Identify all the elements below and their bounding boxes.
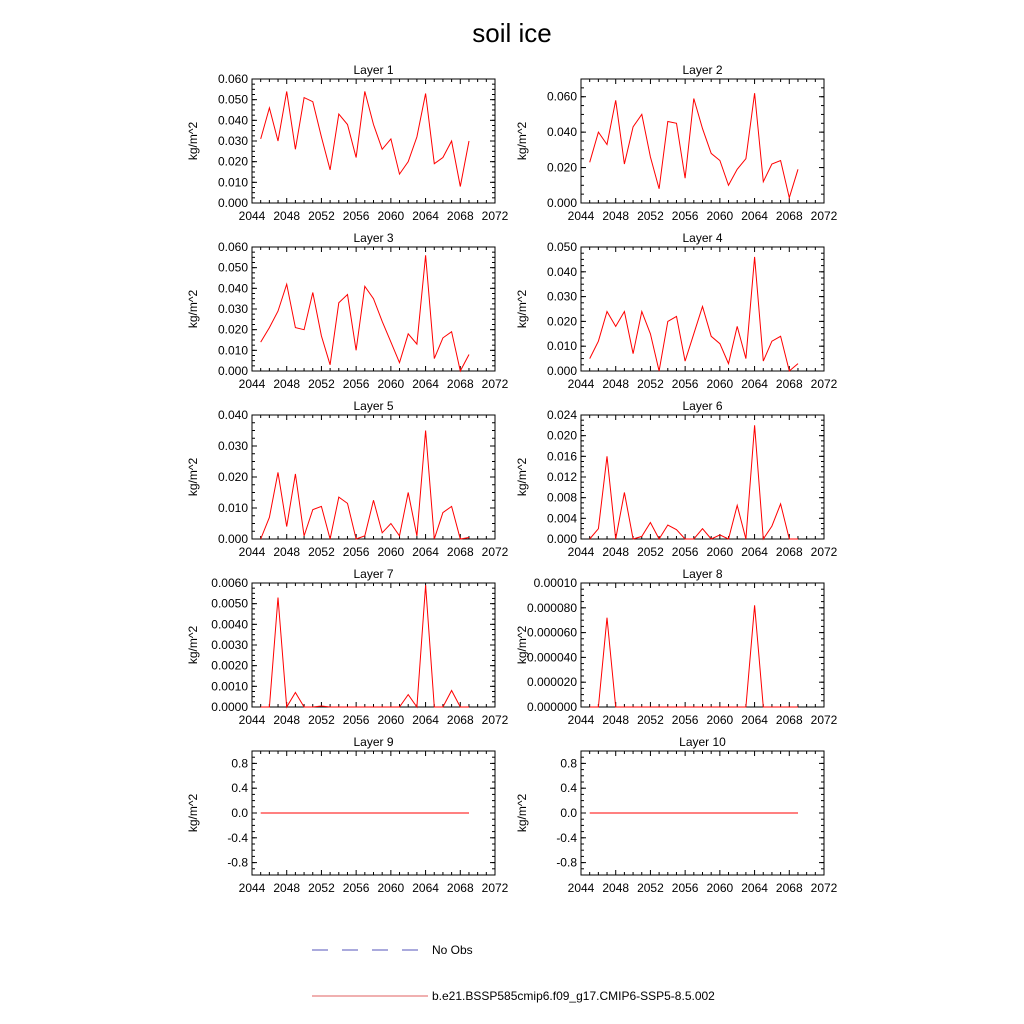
y-tick-label-5-3: 0.030: [217, 439, 248, 453]
y-tick-label-5-1: 0.010: [217, 501, 248, 515]
plot-frame-3: [252, 247, 495, 371]
y-tick-label-10-2: 0.0: [560, 806, 577, 820]
y-tick-label-6-2: 0.008: [546, 490, 577, 505]
y-tick-label-1-3: 0.030: [217, 134, 248, 148]
y-tick-label-6-1: 0.004: [546, 511, 577, 526]
x-tick-label-9-1: 2048: [273, 881, 301, 895]
y-tick-label-1-2: 0.020: [217, 154, 248, 169]
y-tick-label-3-3: 0.030: [217, 302, 248, 316]
y-tick-label-10-1: -0.4: [556, 830, 577, 845]
y-tick-label-3-5: 0.050: [217, 260, 248, 275]
y-axis-label-6: kg/m^2: [515, 457, 529, 497]
x-tick-label-4-2: 2052: [637, 377, 664, 391]
y-tick-label-6-0: 0.000: [546, 532, 577, 546]
y-tick-label-3-6: 0.060: [217, 240, 248, 254]
y-axis-label-5: kg/m^2: [186, 457, 200, 497]
panel-layer-5: [186, 399, 509, 559]
x-tick-label-8-1: 2048: [602, 713, 630, 727]
x-tick-label-8-5: 2064: [741, 713, 768, 727]
panel-title-7: Layer 7: [353, 567, 394, 581]
plot-frame-7: [252, 583, 495, 707]
x-tick-label-8-4: 2060: [706, 713, 734, 727]
x-tick-label-6-7: 2072: [810, 545, 838, 559]
x-tick-label-9-0: 2044: [238, 881, 266, 895]
y-tick-label-2-3: 0.060: [546, 89, 577, 104]
panel-title-9: Layer 9: [353, 735, 394, 749]
x-tick-label-8-0: 2044: [567, 713, 595, 727]
y-tick-label-4-2: 0.020: [546, 314, 577, 329]
y-tick-label-4-4: 0.040: [546, 264, 577, 279]
panel-title-2: Layer 2: [682, 63, 723, 77]
x-tick-label-2-0: 2044: [567, 209, 595, 223]
x-tick-label-8-2: 2052: [637, 713, 664, 727]
x-tick-label-1-5: 2064: [412, 209, 439, 223]
y-tick-label-9-1: -0.4: [227, 830, 248, 845]
x-tick-label-2-4: 2060: [706, 209, 734, 223]
y-tick-label-10-3: 0.4: [560, 781, 577, 796]
y-axis-label-7: kg/m^2: [186, 625, 200, 665]
y-tick-label-6-6: 0.024: [546, 408, 577, 422]
y-axis-label-8: kg/m^2: [515, 625, 529, 665]
x-tick-label-10-7: 2072: [810, 881, 838, 895]
x-tick-label-1-2: 2052: [308, 209, 335, 223]
panel-grid: [186, 63, 838, 895]
y-tick-label-8-0: 0.000000: [526, 700, 577, 714]
y-tick-label-1-0: 0.000: [217, 196, 248, 210]
y-tick-label-10-0: -0.8: [556, 855, 577, 870]
y-axis-label-2: kg/m^2: [515, 121, 529, 161]
y-tick-label-7-6: 0.0060: [211, 576, 248, 590]
x-tick-label-5-6: 2068: [446, 545, 474, 559]
x-tick-label-10-0: 2044: [567, 881, 595, 895]
x-tick-label-10-6: 2068: [775, 881, 803, 895]
y-tick-label-9-2: 0.0: [231, 806, 248, 820]
y-tick-label-2-0: 0.000: [546, 196, 577, 210]
x-tick-label-2-6: 2068: [775, 209, 803, 223]
panel-layer-1: [186, 63, 509, 223]
x-tick-label-1-3: 2056: [342, 209, 370, 223]
x-tick-label-5-7: 2072: [481, 545, 509, 559]
y-tick-label-3-1: 0.010: [217, 343, 248, 358]
x-tick-label-9-5: 2064: [412, 881, 439, 895]
panel-layer-4: [515, 231, 838, 391]
x-tick-label-1-6: 2068: [446, 209, 474, 223]
y-tick-label-1-6: 0.060: [217, 72, 248, 86]
y-tick-label-7-4: 0.0040: [211, 617, 248, 632]
x-tick-label-3-7: 2072: [481, 377, 509, 391]
x-tick-label-9-2: 2052: [308, 881, 335, 895]
y-tick-label-8-2: 0.000040: [526, 650, 577, 665]
y-tick-label-1-4: 0.040: [217, 113, 248, 128]
x-tick-label-4-5: 2064: [741, 377, 768, 391]
y-tick-label-2-2: 0.040: [546, 125, 577, 140]
y-tick-label-6-3: 0.012: [546, 470, 577, 484]
x-tick-label-10-4: 2060: [706, 881, 734, 895]
plot-frame-4: [581, 247, 824, 371]
x-tick-label-6-3: 2056: [671, 545, 699, 559]
panel-title-4: Layer 4: [682, 231, 723, 245]
series-line-8-0: [590, 605, 798, 707]
y-tick-label-4-0: 0.000: [546, 364, 577, 378]
x-tick-label-7-0: 2044: [238, 713, 266, 727]
x-tick-label-4-7: 2072: [810, 377, 838, 391]
x-tick-label-4-4: 2060: [706, 377, 734, 391]
series-line-2-0: [590, 93, 798, 198]
y-tick-label-7-0: 0.0000: [211, 700, 248, 714]
x-tick-label-1-0: 2044: [238, 209, 266, 223]
x-tick-label-7-6: 2068: [446, 713, 474, 727]
y-tick-label-9-3: 0.4: [231, 781, 248, 796]
panel-title-8: Layer 8: [682, 567, 723, 581]
x-tick-label-6-6: 2068: [775, 545, 803, 559]
series-line-4-0: [590, 257, 798, 371]
y-tick-label-3-0: 0.000: [217, 364, 248, 378]
x-tick-label-4-0: 2044: [567, 377, 595, 391]
y-tick-label-9-0: -0.8: [227, 855, 248, 870]
legend-label-no-obs: No Obs: [432, 943, 473, 957]
y-axis-label-10: kg/m^2: [515, 793, 529, 833]
panel-layer-10: [515, 735, 838, 895]
y-tick-label-8-1: 0.000020: [526, 675, 577, 690]
plot-frame-8: [581, 583, 824, 707]
y-tick-label-1-5: 0.050: [217, 92, 248, 107]
plot-frame-2: [581, 79, 824, 203]
y-tick-label-2-1: 0.020: [546, 160, 577, 175]
y-tick-label-6-5: 0.020: [546, 428, 577, 443]
x-tick-label-5-0: 2044: [238, 545, 266, 559]
x-tick-label-4-3: 2056: [671, 377, 699, 391]
x-tick-label-9-3: 2056: [342, 881, 370, 895]
x-tick-label-2-1: 2048: [602, 209, 630, 223]
plot-frame-1: [252, 79, 495, 203]
y-tick-label-7-5: 0.0050: [211, 596, 248, 611]
panel-layer-6: [515, 399, 838, 559]
y-tick-label-5-2: 0.020: [217, 470, 248, 484]
y-tick-label-4-1: 0.010: [546, 339, 577, 354]
panel-layer-7: [186, 567, 509, 727]
x-tick-label-5-5: 2064: [412, 545, 439, 559]
y-tick-label-4-5: 0.050: [546, 240, 577, 254]
y-axis-label-4: kg/m^2: [515, 289, 529, 329]
panel-layer-9: [186, 735, 509, 895]
x-tick-label-5-3: 2056: [342, 545, 370, 559]
x-tick-label-5-2: 2052: [308, 545, 335, 559]
x-tick-label-10-1: 2048: [602, 881, 630, 895]
series-line-6-0: [590, 425, 798, 539]
y-tick-label-5-4: 0.040: [217, 408, 248, 422]
x-tick-label-6-0: 2044: [567, 545, 595, 559]
x-tick-label-7-5: 2064: [412, 713, 439, 727]
series-line-3-0: [261, 255, 469, 371]
series-line-7-0: [261, 585, 469, 707]
x-tick-label-2-2: 2052: [637, 209, 664, 223]
y-tick-label-7-3: 0.0030: [211, 638, 248, 652]
y-axis-label-9: kg/m^2: [186, 793, 200, 833]
panel-layer-3: [186, 231, 509, 391]
x-tick-label-3-0: 2044: [238, 377, 266, 391]
y-axis-label-3: kg/m^2: [186, 289, 200, 329]
legend-label-model: b.e21.BSSP585cmip6.f09_g17.CMIP6-SSP5-8.5.002: [432, 989, 715, 1003]
x-tick-label-9-7: 2072: [481, 881, 509, 895]
panel-title-10: Layer 10: [679, 735, 726, 749]
x-tick-label-8-6: 2068: [775, 713, 803, 727]
x-tick-label-3-1: 2048: [273, 377, 301, 391]
x-tick-label-6-2: 2052: [637, 545, 664, 559]
y-tick-label-8-3: 0.000060: [526, 625, 577, 640]
main-title: soil ice: [472, 18, 552, 48]
x-tick-label-7-3: 2056: [342, 713, 370, 727]
x-tick-label-7-1: 2048: [273, 713, 301, 727]
x-tick-label-2-3: 2056: [671, 209, 699, 223]
panel-title-6: Layer 6: [682, 399, 723, 413]
x-tick-label-8-3: 2056: [671, 713, 699, 727]
y-tick-label-3-4: 0.040: [217, 281, 248, 296]
x-tick-label-2-5: 2064: [741, 209, 768, 223]
x-tick-label-9-6: 2068: [446, 881, 474, 895]
panel-layer-8: [515, 567, 838, 727]
x-tick-label-1-7: 2072: [481, 209, 509, 223]
x-tick-label-7-2: 2052: [308, 713, 335, 727]
y-tick-label-8-5: 0.00010: [533, 576, 577, 590]
x-tick-label-1-1: 2048: [273, 209, 301, 223]
x-tick-label-10-5: 2064: [741, 881, 768, 895]
x-tick-label-6-5: 2064: [741, 545, 768, 559]
x-tick-label-4-6: 2068: [775, 377, 803, 391]
x-tick-label-8-7: 2072: [810, 713, 838, 727]
x-tick-label-5-4: 2060: [377, 545, 405, 559]
y-tick-label-1-1: 0.010: [217, 175, 248, 190]
y-tick-label-10-4: 0.8: [560, 756, 577, 771]
x-tick-label-3-5: 2064: [412, 377, 439, 391]
x-tick-label-6-4: 2060: [706, 545, 734, 559]
x-tick-label-4-1: 2048: [602, 377, 630, 391]
x-tick-label-10-2: 2052: [637, 881, 664, 895]
panel-layer-2: [515, 63, 838, 223]
x-tick-label-7-7: 2072: [481, 713, 509, 727]
x-tick-label-3-4: 2060: [377, 377, 405, 391]
y-tick-label-9-4: 0.8: [231, 756, 248, 771]
legend: [312, 943, 715, 1003]
x-tick-label-3-2: 2052: [308, 377, 335, 391]
x-tick-label-5-1: 2048: [273, 545, 301, 559]
series-line-5-0: [261, 431, 469, 540]
y-axis-label-1: kg/m^2: [186, 121, 200, 161]
x-tick-label-6-1: 2048: [602, 545, 630, 559]
y-tick-label-3-2: 0.020: [217, 322, 248, 337]
y-tick-label-5-0: 0.000: [217, 532, 248, 546]
y-tick-label-7-2: 0.0020: [211, 658, 248, 673]
y-tick-label-8-4: 0.000080: [526, 600, 577, 615]
x-tick-label-9-4: 2060: [377, 881, 405, 895]
y-tick-label-6-4: 0.016: [546, 449, 577, 464]
y-tick-label-4-3: 0.030: [546, 289, 577, 304]
x-tick-label-10-3: 2056: [671, 881, 699, 895]
x-tick-label-7-4: 2060: [377, 713, 405, 727]
x-tick-label-1-4: 2060: [377, 209, 405, 223]
panel-title-5: Layer 5: [353, 399, 394, 413]
x-tick-label-3-3: 2056: [342, 377, 370, 391]
plot-frame-5: [252, 415, 495, 539]
x-tick-label-3-6: 2068: [446, 377, 474, 391]
plot-frame-6: [581, 415, 824, 539]
panel-title-3: Layer 3: [353, 231, 394, 245]
y-tick-label-7-1: 0.0010: [211, 679, 248, 694]
x-tick-label-2-7: 2072: [810, 209, 838, 223]
panel-title-1: Layer 1: [353, 63, 394, 77]
series-line-1-0: [261, 91, 469, 186]
